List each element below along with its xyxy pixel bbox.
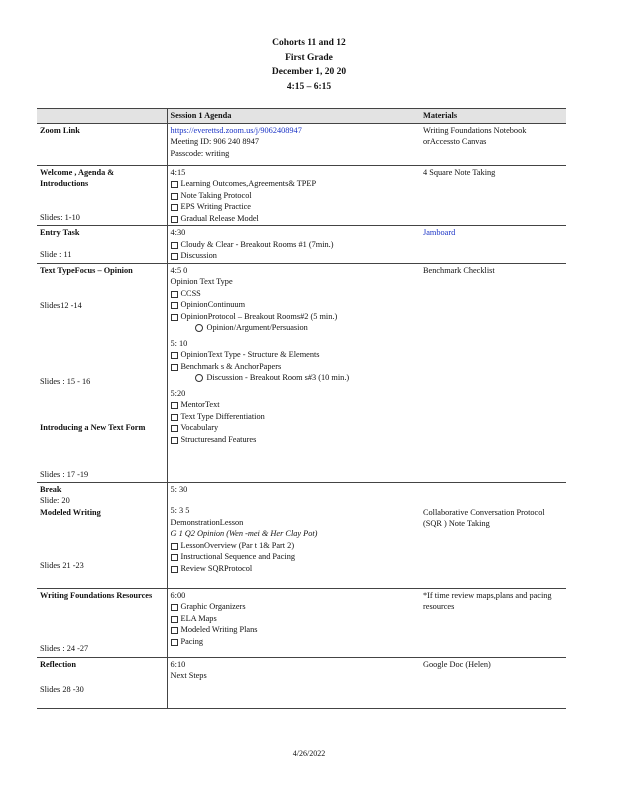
header-topic-cell (37, 109, 167, 124)
slides-label: Slides 28 -30 (40, 684, 84, 694)
slides-label: Slides : 15 - 16 (40, 376, 91, 386)
checkbox-icon (171, 437, 178, 444)
slides-label: Slides 21 -23 (40, 561, 84, 570)
book-title: G 1 Q2 Opinion (Wen -mei & Her Clay Pot) (170, 529, 318, 538)
list-item: OpinionContinuum (171, 299, 418, 311)
list-item: Benchmark s & AnchorPapers (171, 361, 418, 373)
checkbox-icon (171, 352, 178, 359)
materials-cell (420, 482, 566, 588)
list-item: ELA Maps (171, 613, 418, 625)
materials-cell: Writing Foundations Notebook orAccessto Canvas (420, 123, 566, 165)
topic-title: Modeled Writing (40, 507, 101, 517)
time-label: 5:20 (170, 388, 186, 398)
list-item: Vocabulary (171, 422, 418, 434)
topic-cell (37, 123, 167, 165)
checkbox-icon (171, 242, 178, 249)
topic-title: Break (40, 484, 62, 494)
checkbox-icon (171, 639, 178, 646)
header-materials: Materials (420, 109, 566, 124)
time-label: 5: 30 (170, 484, 188, 494)
list-item: Graphic Organizers (171, 601, 418, 613)
session-cell (167, 165, 420, 226)
title-line-grade: First Grade (285, 53, 333, 63)
sub-list-item: Discussion - Breakout Room s#3 (10 min.) (171, 372, 418, 384)
list-item: MentorText (171, 399, 418, 411)
checkbox-icon (171, 604, 178, 611)
checkbox-icon (171, 425, 178, 432)
time-label: 5: 10 (170, 338, 188, 348)
zoom-link[interactable]: https://everettsd.zoom.us/j/9062408947 (170, 125, 302, 135)
checkbox-icon (171, 216, 178, 223)
topic-title: Zoom Link (40, 125, 80, 135)
slides-label: Slides12 -14 (40, 300, 82, 310)
table-row (37, 482, 566, 588)
topic-title: Writing Foundations Resources (40, 590, 153, 600)
circle-bullet-icon (195, 324, 203, 332)
slides-label: Slides : 24 -27 (40, 644, 89, 653)
footer-date: 4/26/2022 (292, 749, 326, 758)
table-row (37, 165, 566, 226)
topic-cell (37, 165, 167, 226)
materials-cell: *If time review maps,plans and pacing resources (420, 588, 566, 657)
checkbox-icon (171, 364, 178, 371)
time-label: 4:15 (170, 167, 186, 177)
title-line-time: 4:15 – 6:15 (286, 82, 332, 92)
list-item: Cloudy & Clear - Breakout Rooms #1 (7min.) (171, 239, 418, 251)
sub-list-item: Opinion/Argument/Persuasion (171, 322, 418, 334)
table-header-row (37, 109, 566, 124)
materials-cell: Benchmark Checklist (420, 263, 566, 482)
time-label: 5: 3 5 (170, 506, 190, 515)
checkbox-icon (171, 204, 178, 211)
section-heading: Next Steps (170, 671, 207, 680)
table-row (37, 263, 566, 482)
topic-title: Text TypeFocus – Opinion (40, 265, 133, 275)
list-item: Discussion (171, 250, 418, 262)
time-label: 4:30 (170, 228, 186, 237)
list-item: Note Taking Protocol (171, 190, 418, 202)
jamboard-link[interactable]: Jamboard (423, 228, 456, 237)
materials-text: Collaborative Conversation Protocol (SQR ) Note Taking (423, 507, 545, 528)
slides-label: Slides: 1-10 (40, 212, 80, 222)
slides-label: Slide: 20 (40, 496, 70, 505)
section-heading: Opinion Text Type (170, 277, 233, 286)
topic-cell (37, 482, 167, 588)
topic-title: Reflection (40, 659, 76, 669)
title-line-date: December 1, 20 20 (271, 67, 347, 77)
list-item: Modeled Writing Plans (171, 624, 418, 636)
list-item: CCSS (171, 288, 418, 300)
checkbox-icon (171, 193, 178, 200)
list-item: Review SQRProtocol (171, 563, 418, 575)
table-row (37, 657, 566, 708)
list-item: LessonOverview (Par t 1& Part 2) (171, 540, 418, 552)
checkbox-icon (171, 181, 178, 188)
checkbox-icon (171, 543, 178, 550)
list-item: EPS Writing Practice (171, 201, 418, 213)
materials-cell: Google Doc (Helen) (420, 657, 566, 708)
meeting-id: Meeting ID: 906 240 8947 (170, 137, 259, 146)
list-item: Gradual Release Model (171, 213, 418, 225)
checkbox-icon (171, 291, 178, 298)
session-cell (167, 482, 420, 588)
checkbox-icon (171, 616, 178, 623)
topic-cell (37, 588, 167, 657)
list-item: Text Type Differentiation (171, 411, 418, 423)
checkbox-icon (171, 627, 178, 634)
materials-cell (420, 226, 566, 264)
topic-title: Welcome , Agenda & Introductions (40, 167, 115, 188)
topic-cell (37, 226, 167, 264)
checkbox-icon (171, 554, 178, 561)
list-item: Pacing (171, 636, 418, 648)
header-session: Session 1 Agenda (167, 109, 420, 124)
title-line-cohorts: Cohorts 11 and 12 (272, 38, 346, 48)
topic-title: Entry Task (40, 228, 80, 237)
list-item: Learning Outcomes,Agreements& TPEP (171, 178, 418, 190)
time-label: 6:00 (170, 590, 186, 600)
checkbox-icon (171, 302, 178, 309)
circle-bullet-icon (195, 374, 203, 382)
topic-cell (37, 263, 167, 482)
section-heading: DemonstrationLesson (170, 517, 244, 527)
session-cell (167, 263, 420, 482)
checkbox-icon (171, 314, 178, 321)
session-cell (167, 226, 420, 264)
table-row (37, 226, 566, 264)
slides-label: Slides : 17 -19 (40, 469, 89, 479)
time-label: 6:10 (170, 659, 186, 669)
checkbox-icon (171, 402, 178, 409)
checkbox-icon (171, 414, 178, 421)
materials-cell: 4 Square Note Taking (420, 165, 566, 226)
topic-cell (37, 657, 167, 708)
table-row (37, 123, 566, 165)
list-item: OpinionProtocol – Breakout Rooms#2 (5 min.) (171, 311, 418, 323)
agenda-table (37, 108, 566, 709)
time-label: 4:5 0 (170, 265, 188, 275)
topic-title: Introducing a New Text Form (40, 422, 146, 432)
list-item: Structuresand Features (171, 434, 418, 446)
list-item: OpinionText Type - Structure & Elements (171, 349, 418, 361)
session-cell (167, 657, 420, 708)
session-cell (167, 588, 420, 657)
passcode: Passcode: writing (170, 148, 230, 158)
list-item: Instructional Sequence and Pacing (171, 551, 418, 563)
slides-label: Slide : 11 (40, 250, 72, 259)
session-cell (167, 123, 420, 165)
table-row (37, 588, 566, 657)
checkbox-icon (171, 253, 178, 260)
checkbox-icon (171, 566, 178, 573)
